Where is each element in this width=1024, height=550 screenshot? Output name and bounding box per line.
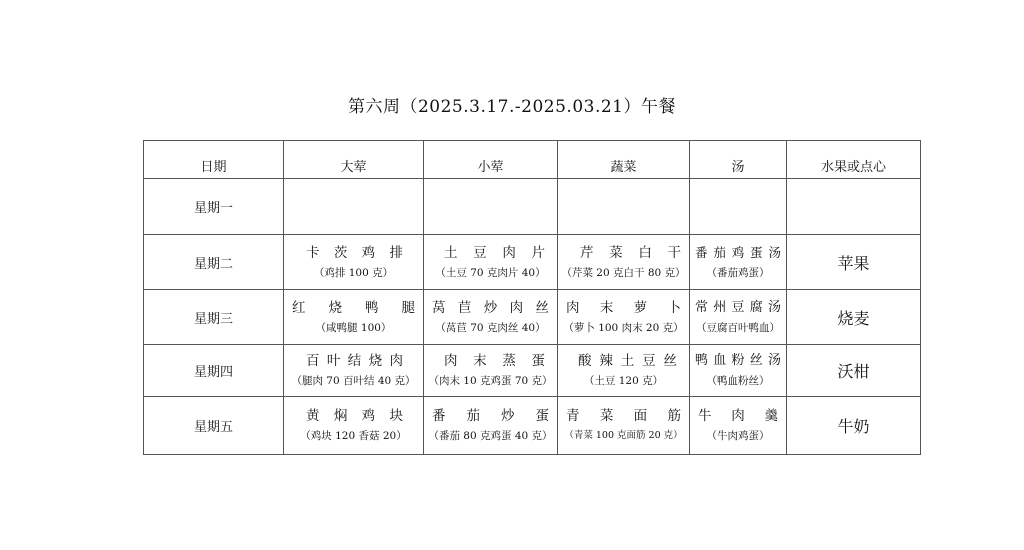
- dish-name: 鸭血粉丝汤: [695, 353, 781, 368]
- dish-note: （牛肉鸡蛋）: [706, 430, 770, 442]
- dish-name: 黄焖鸡块: [306, 408, 403, 424]
- dish-note: （咸鸭腿 100）: [315, 321, 392, 334]
- vegetable-cell: [558, 290, 690, 345]
- dish-name: 青菜面筋: [566, 408, 681, 424]
- dish-note: （豆腐百叶鸭血）: [696, 321, 780, 334]
- lunch-menu-table: [143, 140, 921, 455]
- dish-note: （土豆 120 克）: [583, 375, 664, 387]
- table-row: [144, 345, 921, 397]
- dish-name: 酸辣土豆丝: [578, 353, 677, 369]
- dish-name: 番茄炒蛋: [432, 408, 549, 424]
- fruit-cell: 苹果: [787, 235, 921, 290]
- big-meat-cell: [284, 345, 424, 397]
- dish-name: 卡茨鸡排: [306, 244, 403, 261]
- dish-note: （鸭血粉丝）: [706, 375, 770, 387]
- dish-name: 百叶结烧肉: [306, 353, 403, 369]
- table-header-row: [144, 141, 921, 179]
- dish-note: （鸡块 120 香菇 20）: [300, 430, 407, 442]
- table-row: [144, 235, 921, 290]
- dish-note: （莴苣 70 克肉丝 40）: [435, 321, 546, 334]
- dish-name: 莴苣炒肉丝: [432, 299, 549, 316]
- small-meat-cell: [424, 397, 558, 455]
- big-meat-cell: [284, 290, 424, 345]
- header-big-meat: 大荤: [284, 141, 424, 179]
- table-row: [144, 290, 921, 345]
- fruit-cell: [787, 179, 921, 235]
- day-label: 星期一: [144, 179, 284, 235]
- small-meat-cell: [424, 235, 558, 290]
- big-meat-cell: [284, 179, 424, 235]
- soup-cell: [690, 179, 787, 235]
- fruit-cell: 沃柑: [787, 345, 921, 397]
- small-meat-cell: [424, 179, 558, 235]
- fruit-cell: 牛奶: [787, 397, 921, 455]
- dish-note: （鸡排 100 克）: [313, 266, 394, 279]
- dish-name: 红烧鸭腿: [292, 299, 415, 316]
- soup-cell: [690, 397, 787, 455]
- dish-name: 番茄鸡蛋汤: [695, 244, 781, 260]
- dish-note: （腿肉 70 百叶结 40 克）: [291, 375, 416, 387]
- table-row: [144, 179, 921, 235]
- small-meat-cell: [424, 345, 558, 397]
- dish-note: （萝卜 100 肉末 20 克）: [563, 321, 684, 334]
- big-meat-cell: [284, 397, 424, 455]
- small-meat-cell: [424, 290, 558, 345]
- fruit-cell: 烧麦: [787, 290, 921, 345]
- big-meat-cell: [284, 235, 424, 290]
- dish-note: （土豆 70 克肉片 40）: [435, 266, 546, 279]
- table-row: [144, 397, 921, 455]
- vegetable-cell: [558, 397, 690, 455]
- header-soup: 汤: [690, 141, 787, 179]
- soup-cell: [690, 235, 787, 290]
- dish-note: （番茄 80 克鸡蛋 40 克）: [428, 430, 553, 442]
- dish-name: 肉末蒸蛋: [444, 353, 545, 369]
- dish-name: 芹菜白干: [580, 244, 681, 261]
- dish-note: （青菜 100 克面筋 20 克）: [564, 430, 683, 441]
- soup-cell: [690, 345, 787, 397]
- day-label: 星期二: [144, 235, 284, 290]
- page-title: 第六周（2025.3.17.-2025.03.21）午餐: [347, 97, 676, 117]
- dish-name: 牛肉羹: [698, 408, 778, 424]
- header-small-meat: 小荤: [424, 141, 558, 179]
- dish-note: （芹菜 20 克白干 80 克）: [561, 266, 686, 279]
- vegetable-cell: [558, 179, 690, 235]
- dish-note: （番茄鸡蛋）: [706, 266, 770, 279]
- dish-note: （肉末 10 克鸡蛋 70 克）: [428, 375, 553, 387]
- soup-cell: [690, 290, 787, 345]
- dish-name: 常州豆腐汤: [695, 299, 781, 315]
- vegetable-cell: [558, 235, 690, 290]
- header-date: 日期: [144, 141, 284, 179]
- day-label: 星期四: [144, 345, 284, 397]
- vegetable-cell: [558, 345, 690, 397]
- day-label: 星期五: [144, 397, 284, 455]
- day-label: 星期三: [144, 290, 284, 345]
- dish-name: 肉末萝卜: [566, 299, 681, 316]
- header-fruit: 水果或点心: [787, 141, 921, 179]
- dish-name: 土豆肉片: [444, 244, 545, 261]
- header-vegetable: 蔬菜: [558, 141, 690, 179]
